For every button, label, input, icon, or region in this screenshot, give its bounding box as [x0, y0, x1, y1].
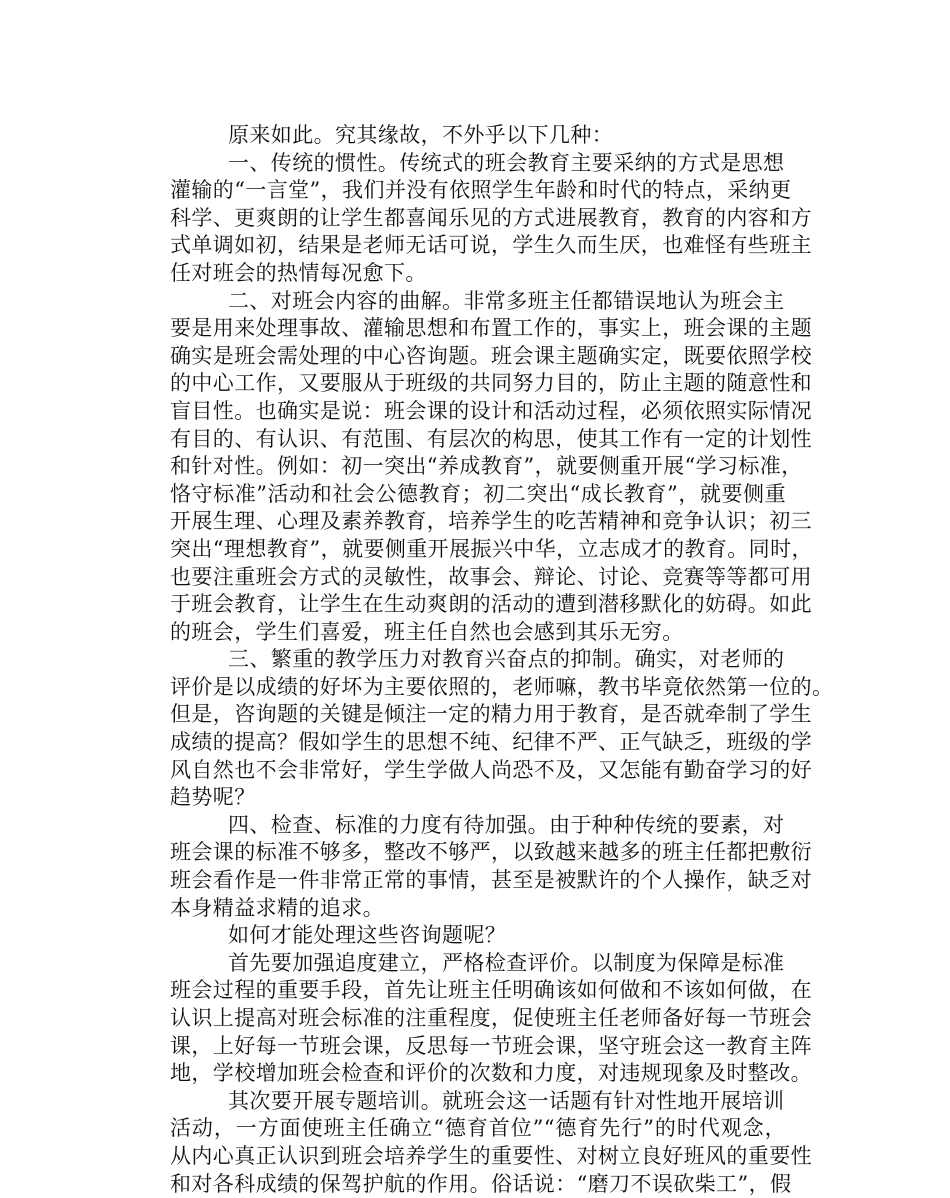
text-line: 和针对性。例如：初一突出“养成教育”，就要侧重开展“学习标准， [170, 454, 803, 479]
text-line: 灌输的“一言堂”，我们并没有依照学生年龄和时代的特点，采纳更 [170, 178, 792, 203]
paragraph [170, 950, 812, 1088]
text-line: 开展生理、心理及素养教育，培养学生的吃苦精神和竞争认识；初三 [170, 509, 812, 534]
text-line: 和对各科成绩的保驾护航的作用。俗话说：“磨刀不误砍柴工”，假 [170, 1171, 792, 1196]
paragraph [170, 122, 786, 150]
text-line: 的班会，学生们喜爱，班主任自然也会感到其乐无穷。 [170, 619, 684, 644]
text-line: 班会课的标准不够多，整改不够严，以致越来越多的班主任都把敷衍 [170, 840, 812, 865]
paragraph [170, 646, 834, 812]
text-line: 式单调如初，结果是老师无话可说，学生久而生厌，也难怪有些班主 [170, 233, 812, 258]
text-line: 风自然也不会非常好，学生学做人尚恐不及，又怎能有勤奋学习的好 [170, 757, 812, 782]
paragraph [170, 1088, 812, 1198]
text-line: 评价是以成绩的好坏为主要依照的，老师嘛，教书毕竟依然第一位的。 [170, 674, 834, 699]
text-line: 突出“理想教育”，就要侧重开展振兴中华，立志成才的教育。同时， [170, 536, 813, 561]
text-line: 有目的、有认识、有范围、有层次的构思，使其工作有一定的计划性 [170, 426, 812, 451]
text-line: 要是用来处理事故、灌输思想和布置工作的，事实上，班会课的主题 [170, 316, 812, 341]
text-line: 于班会教育，让学生在生动爽朗的活动的遭到潜移默化的妨碍。如此 [170, 592, 812, 617]
text-line: 活动，一方面使班主任确立“德育首位”“德育先行”的时代观念， [170, 1116, 786, 1141]
document-body [170, 122, 834, 1198]
text-line: 班会过程的重要手段，首先让班主任明确该如何做和不该如何做，在 [170, 978, 812, 1003]
text-line: 二、对班会内容的曲解。非常多班主任都错误地认为班会主 [228, 288, 785, 313]
text-line: 认识上提高对班会标准的注重程度，促使班主任老师备好每一节班会 [170, 1006, 812, 1030]
text-line: 也要注重班会方式的灵敏性，故事会、辩论、讨论、竞赛等等都可用 [170, 564, 812, 589]
text-line: 从内心真正认识到班会培养学生的重要性、对树立良好班风的重要性 [170, 1143, 812, 1168]
paragraph [170, 150, 812, 288]
text-line: 如何才能处理这些咨询题呢？ [228, 923, 507, 948]
text-line: 三、繁重的教学压力对教育兴奋点的抑制。确实，对老师的 [228, 647, 785, 672]
paragraph [170, 288, 813, 647]
text-line: 本身精益求精的追求。 [170, 895, 384, 920]
text-line: 一、传统的惯性。传统式的班会教育主要采纳的方式是思想 [228, 150, 785, 175]
text-line: 任对班会的热情每况愈下。 [170, 260, 427, 285]
text-line: 首先要加强追度建立，严格检查评价。以制度为保障是标准 [228, 950, 785, 975]
text-line: 班会看作是一件非常正常的事情，甚至是被默许的个人操作，缺乏对 [170, 868, 812, 893]
text-line: 原来如此。究其缘故，不外乎以下几种： [228, 123, 614, 147]
paragraph [170, 922, 786, 950]
text-line: 的中心工作，又要服从于班级的共同努力目的，防止主题的随意性和 [170, 371, 812, 396]
text-line: 地，学校增加班会检查和评价的次数和力度，对违规现象及时整改。 [170, 1061, 812, 1086]
text-line: 课，上好每一节班会课，反思每一节班会课，坚守班会这一教育主阵 [170, 1033, 812, 1058]
text-line: 趋势呢？ [170, 785, 256, 810]
text-line: 盲目性。也确实是说：班会课的设计和活动过程，必须依照实际情况 [170, 398, 812, 423]
text-line: 四、检查、标准的力度有待加强。由于种种传统的要素，对 [228, 812, 785, 837]
text-line: 成绩的提高？假如学生的思想不纯、纪律不严、正气缺乏，班级的学 [170, 730, 812, 755]
text-line: 其次要开展专题培训。就班会这一话题有针对性地开展培训 [228, 1088, 785, 1113]
paragraph [170, 812, 812, 922]
text-line: 但是，咨询题的关键是倾注一定的精力用于教育，是否就牵制了学生 [170, 702, 812, 727]
text-line: 恪守标准”活动和社会公德教育；初二突出“成长教育”，就要侧重 [170, 481, 786, 506]
text-line: 科学、更爽朗的让学生都喜闻乐见的方式进展教育，教育的内容和方 [170, 205, 812, 230]
text-line: 确实是班会需处理的中心咨询题。班会课主题确实定，既要依照学校 [170, 343, 812, 368]
